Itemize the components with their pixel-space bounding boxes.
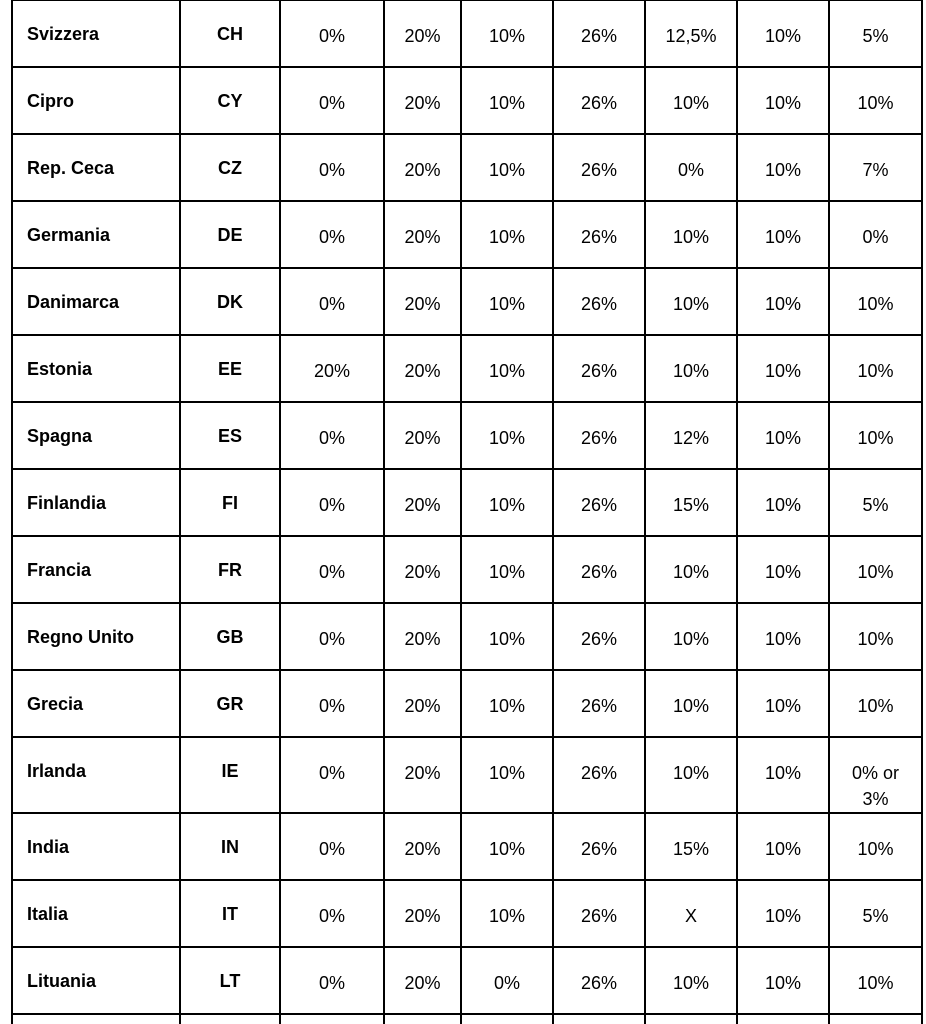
rate-value: 10% [672, 361, 710, 381]
rate-value: 5% [862, 495, 889, 515]
rate-cell [384, 134, 461, 201]
rate-cell [829, 603, 922, 670]
rate-value: 10% [764, 973, 802, 993]
rate-value: 26% [580, 562, 618, 582]
rate-value: 10% [764, 294, 802, 314]
rate-value: 10% [672, 227, 710, 247]
rate-value: 10% [857, 696, 894, 716]
rate-cell [384, 0, 461, 67]
table-row [12, 335, 922, 402]
country-name-cell: India [12, 813, 180, 880]
rate-value: 0% [318, 294, 345, 314]
country-name-cell: Francia [12, 536, 180, 603]
country-code-cell: IE [180, 737, 280, 813]
rate-cell [829, 469, 922, 536]
table-row [12, 536, 922, 603]
rate-value: 10% [857, 93, 894, 113]
rate-value: 10% [764, 562, 802, 582]
country-name-cell: Danimarca [12, 268, 180, 335]
rate-cell [280, 268, 384, 335]
rate-cell [461, 536, 553, 603]
rate-value: 26% [580, 763, 618, 783]
rate-value: 12% [672, 428, 710, 448]
rate-value: 10% [857, 294, 894, 314]
rate-cell [280, 813, 384, 880]
rate-value: 0% [318, 973, 345, 993]
rate-cell [384, 469, 461, 536]
rate-cell [645, 335, 737, 402]
table-row [12, 67, 922, 134]
tax-rates-table [11, 0, 923, 1024]
rate-cell [280, 947, 384, 1014]
rate-value: 10% [488, 428, 526, 448]
rate-cell [461, 880, 553, 947]
country-code-cell: IT [180, 880, 280, 947]
rate-value: 0% [318, 696, 345, 716]
rate-cell [553, 0, 645, 67]
rate-value: 26% [580, 906, 618, 926]
rate-value: 10% [488, 26, 526, 46]
rate-value: 10% [857, 562, 894, 582]
rate-cell [280, 603, 384, 670]
rate-value: 10% [488, 495, 526, 515]
rate-value: 10% [488, 696, 526, 716]
rate-cell [829, 402, 922, 469]
rate-value: 10% [764, 495, 802, 515]
rate-value: 20% [404, 973, 441, 993]
rate-cell [553, 536, 645, 603]
rate-cell [280, 134, 384, 201]
country-code-cell: GB [180, 603, 280, 670]
rate-cell [280, 670, 384, 737]
rate-cell [280, 201, 384, 268]
rate-cell [280, 402, 384, 469]
rate-value: 10% [488, 93, 526, 113]
table-row-partial [12, 1014, 922, 1024]
rate-cell [280, 469, 384, 536]
rate-value: 10% [764, 629, 802, 649]
rate-value: 10% [764, 428, 802, 448]
rate-value: 10% [764, 361, 802, 381]
rate-value: 10% [764, 763, 802, 783]
rate-value: 10% [857, 361, 894, 381]
rate-value: 26% [580, 973, 618, 993]
rate-cell [645, 947, 737, 1014]
rate-value: 26% [580, 495, 618, 515]
rate-value: 0% [318, 839, 345, 859]
rate-value: 15% [672, 839, 710, 859]
rate-value: 0% [862, 227, 889, 247]
rate-cell [461, 603, 553, 670]
rate-cell [829, 737, 922, 813]
rate-value: 0% [318, 428, 345, 448]
rate-value: 10% [764, 160, 802, 180]
rate-cell [553, 201, 645, 268]
empty-cell [737, 1014, 829, 1024]
rate-cell [645, 813, 737, 880]
country-code-cell: CH [180, 0, 280, 67]
table-row [12, 737, 922, 813]
rate-cell [737, 670, 829, 737]
rate-value: 10% [488, 906, 526, 926]
rate-cell [829, 947, 922, 1014]
rate-cell [280, 536, 384, 603]
rate-cell [553, 880, 645, 947]
empty-cell [461, 1014, 553, 1024]
rate-value: X [684, 906, 697, 926]
rate-cell [280, 67, 384, 134]
rate-cell [645, 469, 737, 536]
rate-value: 10% [857, 839, 894, 859]
rate-value: 5% [862, 906, 889, 926]
rate-cell [737, 603, 829, 670]
rate-value: 10% [488, 562, 526, 582]
rate-cell [737, 0, 829, 67]
rate-value: 26% [580, 160, 618, 180]
rate-cell [553, 469, 645, 536]
rate-value: 10% [672, 294, 710, 314]
rate-cell [384, 813, 461, 880]
rate-value: 0% or 3% [851, 763, 900, 809]
rate-cell [461, 134, 553, 201]
rate-value: 10% [488, 361, 526, 381]
empty-cell [645, 1014, 737, 1024]
rate-cell [461, 201, 553, 268]
rate-value: 20% [404, 160, 441, 180]
rate-value: 0% [318, 763, 345, 783]
table-row [12, 134, 922, 201]
rate-cell [737, 947, 829, 1014]
table-row [12, 603, 922, 670]
rate-value: 20% [404, 428, 441, 448]
country-code-cell: GR [180, 670, 280, 737]
rate-cell [829, 201, 922, 268]
table-row [12, 268, 922, 335]
rate-cell [737, 813, 829, 880]
country-name-cell: Estonia [12, 335, 180, 402]
rate-value: 26% [580, 227, 618, 247]
rate-value: 10% [857, 629, 894, 649]
rate-cell [461, 335, 553, 402]
rate-value: 10% [672, 763, 710, 783]
rate-cell [384, 268, 461, 335]
rate-cell [829, 813, 922, 880]
rate-value: 10% [764, 93, 802, 113]
rate-cell [461, 813, 553, 880]
rate-value: 10% [672, 562, 710, 582]
country-name-cell: Germania [12, 201, 180, 268]
empty-cell [180, 1014, 280, 1024]
rate-value: 10% [488, 227, 526, 247]
rate-value: 20% [404, 629, 441, 649]
country-code-cell: FI [180, 469, 280, 536]
rate-cell [829, 335, 922, 402]
rate-cell [829, 536, 922, 603]
rate-value: 5% [862, 26, 889, 46]
rate-cell [553, 813, 645, 880]
rate-cell [280, 335, 384, 402]
country-name-cell: Grecia [12, 670, 180, 737]
rate-value: 20% [404, 696, 441, 716]
rate-value: 26% [580, 629, 618, 649]
rate-cell [280, 0, 384, 67]
rate-cell [737, 737, 829, 813]
rate-value: 10% [488, 839, 526, 859]
rate-cell [645, 134, 737, 201]
rate-value: 0% [318, 93, 345, 113]
rate-cell [645, 536, 737, 603]
rate-value: 20% [404, 906, 441, 926]
rate-cell [829, 0, 922, 67]
rate-cell [737, 880, 829, 947]
rate-cell [553, 670, 645, 737]
rate-value: 12,5% [665, 26, 717, 46]
country-name-cell: Svizzera [12, 0, 180, 67]
rate-cell [737, 134, 829, 201]
rate-cell [553, 603, 645, 670]
table-row [12, 0, 922, 67]
rate-cell [384, 335, 461, 402]
rate-cell [737, 536, 829, 603]
rate-value: 20% [404, 26, 441, 46]
rate-value: 15% [672, 495, 710, 515]
rate-value: 26% [580, 294, 618, 314]
rate-cell [384, 670, 461, 737]
rate-cell [645, 737, 737, 813]
country-code-cell: DE [180, 201, 280, 268]
rate-value: 10% [488, 763, 526, 783]
rate-value: 10% [672, 696, 710, 716]
rate-cell [645, 0, 737, 67]
rate-value: 10% [764, 839, 802, 859]
rate-value: 26% [580, 93, 618, 113]
rate-cell [737, 268, 829, 335]
rate-cell [737, 67, 829, 134]
rate-cell [461, 947, 553, 1014]
rate-value: 20% [404, 294, 441, 314]
rate-cell [384, 947, 461, 1014]
rate-value: 26% [580, 839, 618, 859]
rate-cell [280, 880, 384, 947]
country-code-cell: DK [180, 268, 280, 335]
rate-cell [829, 880, 922, 947]
rate-cell [461, 670, 553, 737]
empty-cell [280, 1014, 384, 1024]
rate-value: 10% [857, 428, 894, 448]
rate-value: 26% [580, 26, 618, 46]
empty-cell [12, 1014, 180, 1024]
table-body [12, 0, 922, 1024]
rate-value: 10% [764, 696, 802, 716]
table-row [12, 813, 922, 880]
rate-value: 0% [318, 160, 345, 180]
country-code-cell: CY [180, 67, 280, 134]
rate-value: 10% [672, 629, 710, 649]
rate-cell [461, 469, 553, 536]
country-code-cell: FR [180, 536, 280, 603]
rate-value: 10% [764, 906, 802, 926]
rate-cell [461, 402, 553, 469]
rate-value: 20% [404, 93, 441, 113]
rate-value: 10% [488, 629, 526, 649]
rate-cell [553, 134, 645, 201]
country-code-cell: LT [180, 947, 280, 1014]
rate-cell [645, 67, 737, 134]
rate-value: 10% [672, 93, 710, 113]
rate-cell [645, 201, 737, 268]
rate-value: 20% [404, 763, 441, 783]
rate-cell [384, 67, 461, 134]
rate-value: 0% [677, 160, 704, 180]
rate-cell [737, 201, 829, 268]
rate-value: 10% [764, 26, 802, 46]
rate-cell [553, 402, 645, 469]
rate-value: 0% [318, 227, 345, 247]
rate-value: 26% [580, 696, 618, 716]
country-name-cell: Lituania [12, 947, 180, 1014]
rate-value: 20% [313, 361, 351, 381]
country-name-cell: Finlandia [12, 469, 180, 536]
table-row [12, 201, 922, 268]
rate-cell [553, 737, 645, 813]
rate-value: 10% [764, 227, 802, 247]
rate-value: 20% [404, 361, 441, 381]
rate-value: 0% [318, 906, 345, 926]
rate-cell [553, 947, 645, 1014]
rate-cell [645, 670, 737, 737]
rate-value: 10% [488, 294, 526, 314]
rate-value: 26% [580, 428, 618, 448]
rate-cell [829, 134, 922, 201]
rate-cell [737, 402, 829, 469]
rate-cell [384, 737, 461, 813]
table-row [12, 947, 922, 1014]
empty-cell [384, 1014, 461, 1024]
rate-cell [461, 67, 553, 134]
rate-value: 20% [404, 227, 441, 247]
country-name-cell: Irlanda [12, 737, 180, 813]
rate-cell [829, 670, 922, 737]
country-name-cell: Italia [12, 880, 180, 947]
rate-value: 10% [857, 973, 894, 993]
rate-cell [829, 268, 922, 335]
rate-cell [384, 201, 461, 268]
rate-cell [553, 268, 645, 335]
rate-cell [829, 67, 922, 134]
rate-cell [737, 335, 829, 402]
rate-cell [461, 268, 553, 335]
rate-value: 0% [318, 495, 345, 515]
rate-cell [645, 402, 737, 469]
rate-cell [280, 737, 384, 813]
country-code-cell: IN [180, 813, 280, 880]
table-row [12, 469, 922, 536]
table-row [12, 880, 922, 947]
rate-cell [461, 0, 553, 67]
rate-cell [384, 603, 461, 670]
rate-value: 0% [318, 562, 345, 582]
rate-value: 10% [488, 160, 526, 180]
country-code-cell: CZ [180, 134, 280, 201]
rate-cell [384, 880, 461, 947]
empty-cell [829, 1014, 922, 1024]
rate-cell [461, 737, 553, 813]
country-name-cell: Spagna [12, 402, 180, 469]
rate-value: 20% [404, 495, 441, 515]
rate-value: 0% [318, 629, 345, 649]
rate-cell [737, 469, 829, 536]
country-name-cell: Regno Unito [12, 603, 180, 670]
country-name-cell: Rep. Ceca [12, 134, 180, 201]
rate-value: 26% [580, 361, 618, 381]
rate-cell [645, 268, 737, 335]
rate-cell [553, 67, 645, 134]
empty-cell [553, 1014, 645, 1024]
country-code-cell: ES [180, 402, 280, 469]
table-row [12, 402, 922, 469]
rate-value: 20% [404, 562, 441, 582]
rate-value: 10% [672, 973, 710, 993]
rate-value: 0% [493, 973, 520, 993]
rate-value: 0% [318, 26, 345, 46]
rate-cell [384, 402, 461, 469]
rate-cell [645, 603, 737, 670]
rate-value: 20% [404, 839, 441, 859]
rate-value: 7% [862, 160, 889, 180]
rate-cell [553, 335, 645, 402]
rate-cell [384, 536, 461, 603]
country-name-cell: Cipro [12, 67, 180, 134]
rate-cell [645, 880, 737, 947]
table-row [12, 670, 922, 737]
country-code-cell: EE [180, 335, 280, 402]
